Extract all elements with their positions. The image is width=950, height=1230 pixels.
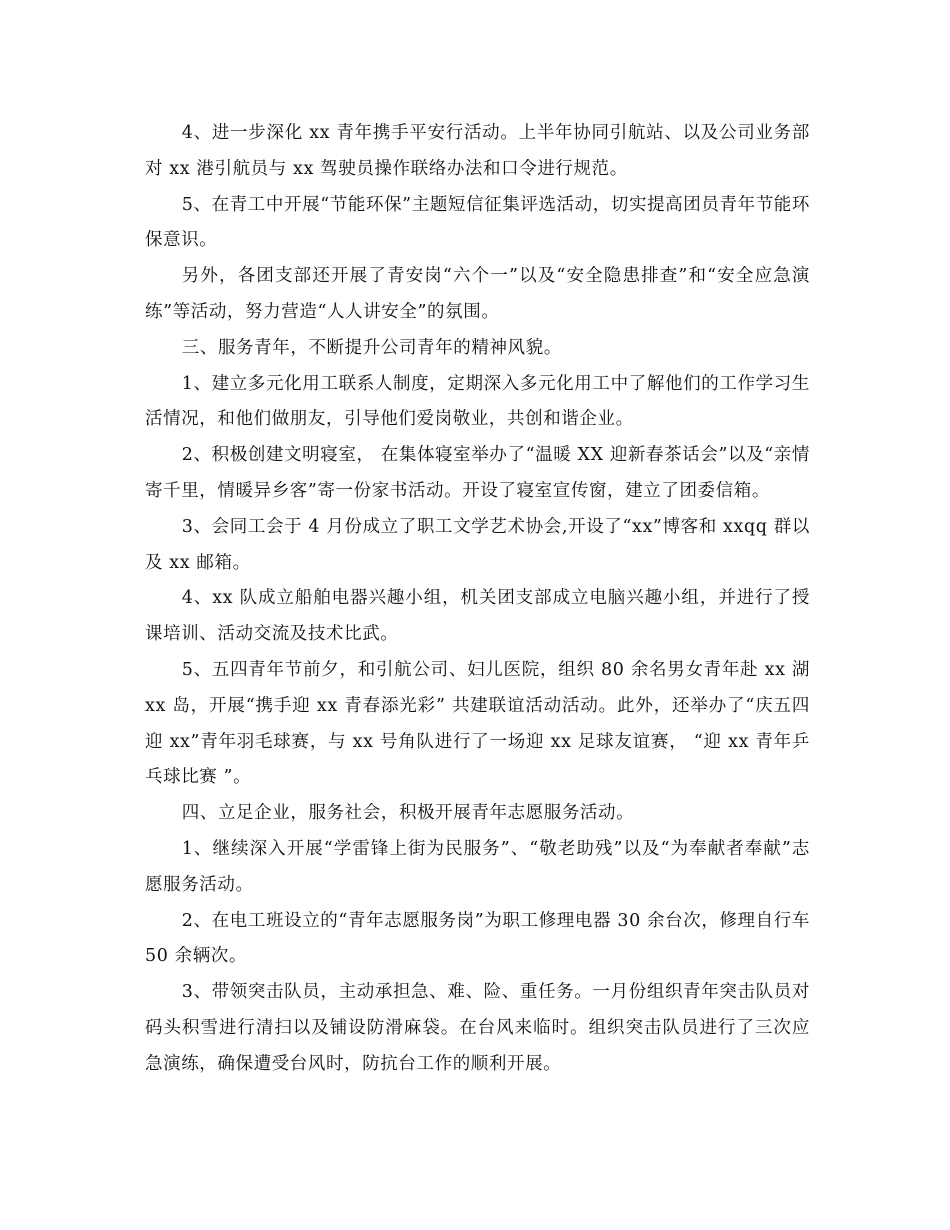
paragraph-youth-safety-activity: 4、进一步深化 xx 青年携手平安行活动。上半年协同引航站、以及公司业务部对 xx 港引航员与 xx 驾驶员操作联络办法和口令进行规范。 [145, 123, 810, 179]
section-heading-volunteer-service: 四、立足企业，服务社会，积极开展青年志愿服务活动。 [181, 803, 635, 824]
paragraph-volunteer-post: 2、在电工班设立的“青年志愿服务岗”为职工修理电器 30 余台次，修理自行车 50 余辆次。 [145, 910, 817, 967]
paragraph-shock-team: 3、带领突击队员，主动承担急、难、险、重任务。一月份组织青年突击队员对码头积雪进行清扫以及铺设防滑麻袋。在台风来临时。组织突击队员进行了三次应急演练，确保遭受台风时，防抗台工作的顺利开展。 [145, 982, 810, 1074]
section-heading-serve-youth: 三、服务青年，不断提升公司青年的精神风貌。 [181, 337, 562, 358]
paragraph-energy-saving-sms: 5、在青工中开展“节能环保”主题短信征集评选活动，切实提高团员青年节能环保意识。 [145, 194, 810, 251]
paragraph-interest-groups: 4、xx 队成立船舶电器兴趣小组，机关团支部成立电脑兴趣小组，并进行了授课培训、活动交流及技术比武。 [145, 588, 810, 645]
paragraph-civilized-dormitory: 2、积极创建文明寝室， 在集体寝室举办了“温暖 XX 迎新春茶话会”以及“亲情寄千里，情暖异乡客”寄一份家书活动。开设了寝室宣传窗，建立了团委信箱。 [145, 445, 810, 501]
paragraph-safety-post-activities: 另外，各团支部还开展了青安岗“六个一”以及“安全隐患排查”和“安全应急演练”等活动，努力营造“人人讲安全”的氛围。 [145, 266, 810, 322]
paragraph-contact-system: 1、建立多元化用工联系人制度，定期深入多元化用工中了解他们的工作学习生活情况，和他们做朋友，引导他们爱岗敬业，共创和谐企业。 [145, 373, 810, 430]
paragraph-arts-association: 3、会同工会于 4 月份成立了职工文学艺术协会,开设了“xx”博客和 xxqq 群以及 xx 邮箱。 [145, 516, 810, 573]
paragraph-volunteer-activities: 1、继续深入开展“学雷锋上街为民服务”、“敬老助残”以及“为奉献者奉献”志愿服务活动。 [145, 838, 810, 895]
paragraph-may-fourth-events: 5、五四青年节前夕，和引航公司、妇儿医院，组织 80 余名男女青年赴 xx 湖 xx 岛，开展“携手迎 xx 青春添光彩” 共建联谊活动活动。此外，还举办了“庆五四迎 xx”青年羽毛球赛，与 xx 号角队进行了一场迎 xx 足球友谊赛， “迎 xx 青年乒乓球比赛 ”。 [145, 659, 817, 788]
document-body [145, 116, 817, 1083]
